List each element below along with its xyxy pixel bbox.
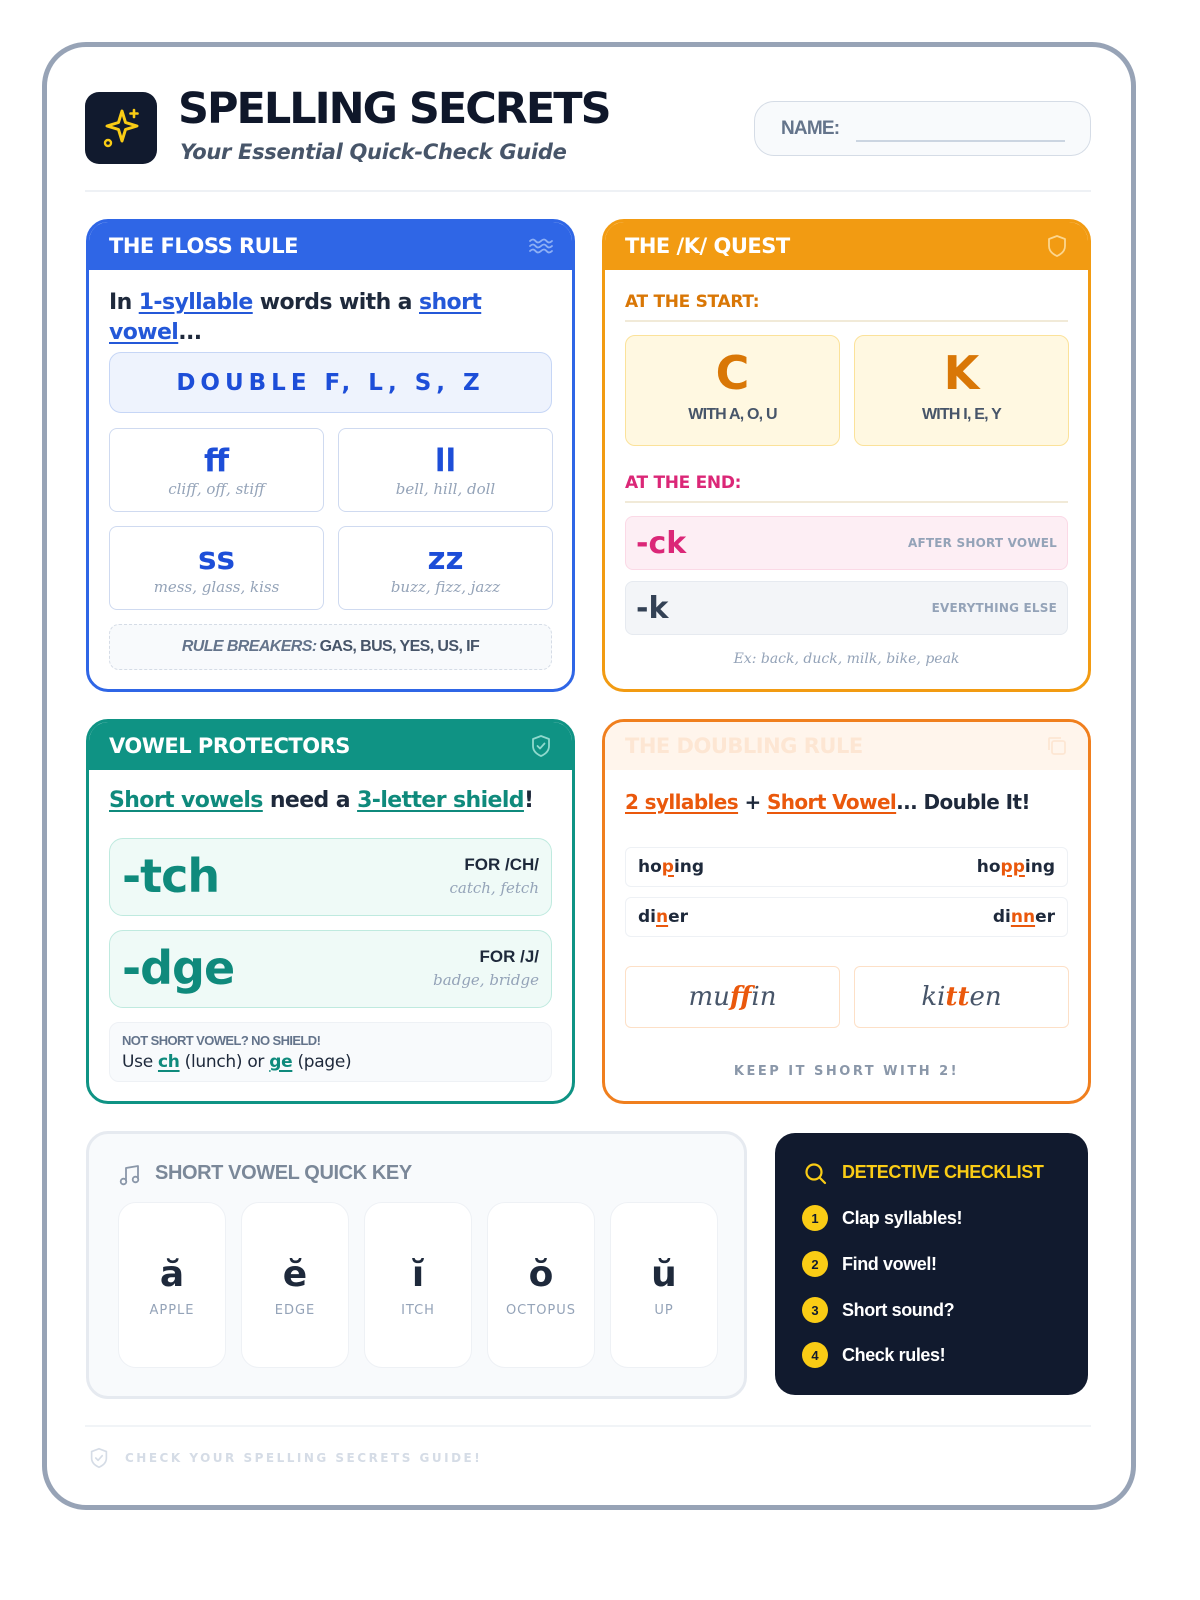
rule-breakers-label: RULE BREAKERS: [181, 638, 317, 655]
end-hint: EVERYTHING ELSE [931, 601, 1057, 615]
end-row-ck [625, 516, 1068, 570]
doubling-tagline: KEEP IT SHORT WITH 2! [733, 1064, 960, 1079]
letter-box-ll [338, 428, 553, 512]
shield-spelling: -dge [122, 941, 235, 995]
no-shield-title: NOT SHORT VOWEL? NO SHIELD! [122, 1033, 321, 1048]
word-pair-row [625, 847, 1068, 887]
page-subtitle: Your Essential Quick-Check Guide [180, 140, 567, 164]
shield-examples: badge, bridge [433, 971, 539, 989]
start-box-k [854, 335, 1069, 446]
page-title: SPELLING SECRETS [178, 84, 610, 134]
shield-sound: FOR /J/ [479, 947, 539, 966]
letter-box-ff [109, 428, 324, 512]
letter-examples: mess, glass, kiss [153, 578, 280, 596]
vowel-tile-i [364, 1202, 472, 1368]
checklist-item [802, 1205, 962, 1231]
checklist-item [802, 1297, 954, 1323]
checklist-item [802, 1251, 937, 1277]
vowel-protectors-title: VOWEL PROTECTORS [109, 734, 350, 758]
start-letter: K [943, 346, 980, 400]
floss-rule-card [86, 219, 575, 692]
doubling-intro [625, 790, 1030, 814]
letter-pair: ll [434, 443, 457, 479]
checklist-number: 2 [802, 1251, 828, 1277]
double-fslz-banner: DOUBLE F, L, S, Z [109, 352, 552, 413]
quick-key-title: SHORT VOWEL QUICK KEY [155, 1162, 412, 1184]
floss-intro-text: words with a [252, 290, 419, 315]
example-word-box: ki tt en [854, 966, 1069, 1028]
vowel-tile-o [487, 1202, 595, 1368]
at-end-divider [625, 501, 1068, 503]
checklist-text: Find vowel! [842, 1253, 937, 1274]
rule-breakers-list: GAS, BUS, YES, US, IF [319, 638, 480, 655]
doubled-word: hopping [976, 857, 1055, 877]
vowel-tile-u [610, 1202, 718, 1368]
shield-check-icon [528, 733, 554, 759]
shield-row-dge [109, 930, 552, 1008]
checklist-text: Short sound? [842, 1299, 955, 1320]
base-word: hoping [638, 857, 705, 877]
vowel-protectors-card [86, 719, 575, 1104]
letter-examples: buzz, fizz, jazz [390, 578, 501, 596]
checklist-text: Check rules! [842, 1344, 946, 1365]
short-vowels-link: Short vowels [109, 788, 263, 813]
start-letter: C [715, 346, 750, 400]
checklist-title: DETECTIVE CHECKLIST [842, 1162, 1044, 1182]
floss-card-header [89, 222, 572, 270]
end-row-k [625, 581, 1068, 635]
vowel-keyword: OCTOPUS [505, 1303, 577, 1318]
shield-spelling: -tch [122, 849, 220, 903]
name-write-line[interactable] [856, 140, 1065, 142]
footer-divider [85, 1425, 1091, 1427]
search-icon [803, 1161, 829, 1187]
letter-pair: ff [203, 443, 230, 479]
word-pair-row [625, 897, 1068, 937]
shield-row-tch [109, 838, 552, 916]
copy-icon [1044, 733, 1070, 759]
waves-icon [528, 233, 554, 259]
short-vowel-link: short vowel [109, 290, 482, 345]
vowel-symbol: ŏ [528, 1254, 554, 1295]
sparkle-icon [98, 105, 144, 151]
vowel-protectors-header [89, 722, 572, 770]
doubling-header [605, 722, 1088, 770]
vowel-keyword: APPLE [149, 1303, 195, 1318]
end-hint: AFTER SHORT VOWEL [908, 536, 1057, 550]
vowel-symbol: ă [159, 1254, 185, 1295]
doubling-title: THE DOUBLING RULE [625, 734, 863, 758]
checklist-number: 1 [802, 1205, 828, 1231]
rule-breakers-box [109, 624, 552, 670]
floss-intro [109, 288, 529, 348]
at-start-divider [625, 320, 1068, 322]
doubling-intro-text: + [738, 790, 767, 814]
two-syllables-link: 2 syllables [625, 790, 739, 814]
ge-link: ge [269, 1052, 293, 1072]
short-vowel-link: Short Vowel [766, 790, 897, 814]
letter-box-ss [109, 526, 324, 610]
k-quest-title: THE /K/ QUEST [625, 234, 790, 258]
k-quest-card [602, 219, 1091, 692]
checklist-item [802, 1342, 945, 1368]
shield-sound: FOR /CH/ [464, 855, 539, 874]
no-shield-note [109, 1022, 552, 1082]
letter-pair: ss [198, 541, 235, 577]
no-shield-part: Use [122, 1052, 158, 1072]
k-quest-header [605, 222, 1088, 270]
letter-pair: zz [427, 541, 464, 577]
ch-link: ch [157, 1052, 180, 1072]
vowel-keyword: ITCH [401, 1303, 435, 1318]
base-word: diner [638, 907, 689, 927]
vowel-tile-e [241, 1202, 349, 1368]
checklist-text: Clap syllables! [842, 1207, 963, 1228]
vowel-keyword: EDGE [274, 1303, 316, 1318]
checklist-number: 4 [802, 1342, 828, 1368]
shield-icon [1044, 233, 1070, 259]
name-label: NAME: [781, 118, 840, 139]
detective-checklist [775, 1133, 1088, 1395]
vowel-symbol: ĕ [282, 1254, 308, 1295]
logo-badge [85, 92, 157, 164]
vowel-intro-text: need a [262, 788, 358, 813]
doubled-word: dinner [992, 907, 1055, 927]
vowel-symbol: ŭ [651, 1254, 677, 1295]
no-shield-part: (page) [292, 1052, 352, 1072]
floss-card-title: THE FLOSS RULE [109, 234, 298, 258]
shield-check-icon [87, 1446, 111, 1470]
doubling-rule-card [602, 719, 1091, 1104]
letter-examples: bell, hill, doll [395, 480, 496, 498]
short-vowel-quick-key [86, 1131, 747, 1399]
end-spelling: -ck [636, 525, 687, 561]
floss-intro-text: ... [178, 320, 202, 345]
shield-examples: catch, fetch [449, 879, 539, 897]
doubling-intro-text: ... Double It! [896, 790, 1030, 814]
no-shield-part: (lunch) or [179, 1052, 270, 1072]
vowel-tile-a [118, 1202, 226, 1368]
floss-intro-text: In [109, 290, 139, 315]
vowel-intro-text: ! [523, 788, 534, 813]
name-field[interactable] [754, 101, 1091, 156]
footer-text: CHECK YOUR SPELLING SECRETS GUIDE! [125, 1451, 483, 1465]
letter-box-zz [338, 526, 553, 610]
music-note-icon [117, 1162, 143, 1188]
vowel-intro [109, 788, 533, 813]
syllable-link: 1-syllable [138, 290, 253, 315]
header-divider [85, 190, 1091, 192]
vowel-symbol: ĭ [411, 1254, 425, 1295]
checklist-number: 3 [802, 1297, 828, 1323]
at-end-label: AT THE END: [625, 473, 742, 493]
letter-examples: cliff, off, stiff [168, 480, 265, 498]
start-hint: WITH I, E, Y [921, 406, 1001, 423]
start-hint: WITH A, O, U [688, 406, 777, 423]
no-shield-text [122, 1052, 539, 1072]
at-start-label: AT THE START: [625, 292, 760, 312]
end-spelling: -k [636, 590, 669, 626]
example-word-box: mu ff in [625, 966, 840, 1028]
vowel-keyword: UP [654, 1303, 674, 1318]
shield-link: 3-letter shield [357, 788, 524, 813]
start-box-c [625, 335, 840, 446]
k-examples: Ex: back, duck, milk, bike, peak [733, 651, 960, 667]
